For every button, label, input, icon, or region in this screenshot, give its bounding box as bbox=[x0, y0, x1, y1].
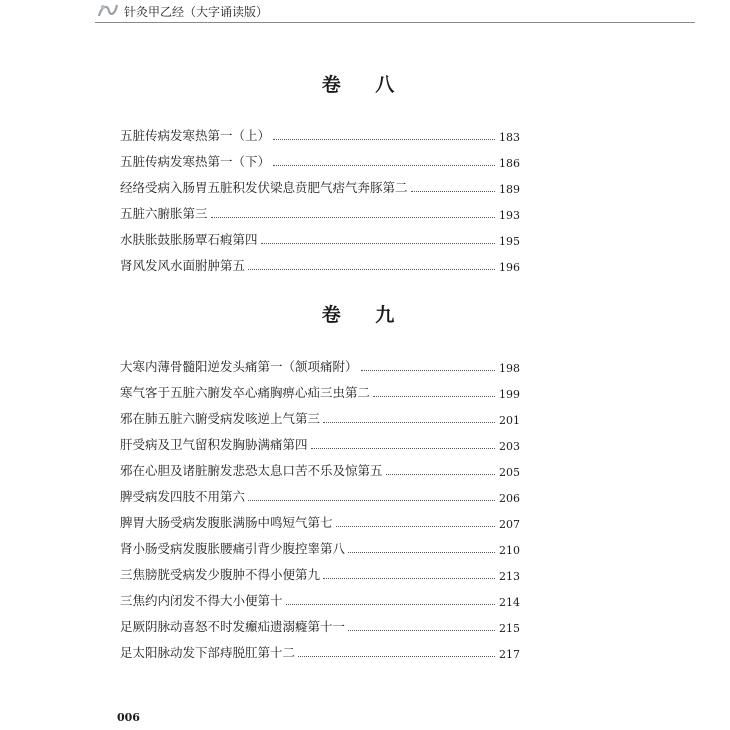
toc-entry[interactable] bbox=[120, 222, 520, 248]
toc-entry-title: 邪在肺五脏六腑受病发咳逆上气第三 bbox=[120, 411, 321, 426]
toc-entry-title: 三焦约内闭发不得大小便第十 bbox=[120, 593, 283, 608]
leader-dots bbox=[311, 448, 495, 449]
toc-entry-page: 198 bbox=[499, 362, 520, 375]
toc-entry[interactable] bbox=[120, 635, 520, 661]
toc-entry-page: 189 bbox=[499, 183, 520, 196]
leader-dots bbox=[211, 217, 495, 218]
toc-entry-page: 210 bbox=[499, 544, 520, 557]
leader-dots bbox=[273, 165, 495, 166]
toc-entry-page: 215 bbox=[499, 622, 520, 635]
leader-dots bbox=[261, 243, 495, 244]
toc-entry-title: 肝受病及卫气留积发胸胁满痛第四 bbox=[120, 437, 308, 452]
leader-dots bbox=[323, 422, 495, 423]
toc-entry-page: 203 bbox=[499, 440, 520, 453]
toc-entry-title: 经络受病入肠胃五脏积发伏梁息贲肥气痞气奔豚第二 bbox=[120, 180, 408, 195]
toc-entry-title: 五脏传病发寒热第一（上） bbox=[120, 128, 271, 143]
toc-entry[interactable] bbox=[120, 609, 520, 635]
volume-9-title: 卷 九 bbox=[321, 304, 409, 326]
volume-9-toc bbox=[120, 349, 520, 661]
leader-dots bbox=[248, 500, 495, 501]
leader-dots bbox=[298, 656, 495, 657]
toc-entry-page: 195 bbox=[499, 235, 520, 248]
toc-entry-page: 196 bbox=[499, 261, 520, 274]
toc-entry-title: 三焦膀胱受病发少腹肿不得小便第九 bbox=[120, 567, 321, 582]
leader-dots bbox=[286, 604, 495, 605]
toc-entry-page: 201 bbox=[499, 414, 520, 427]
toc-entry[interactable] bbox=[120, 479, 520, 505]
toc-entry-title: 五脏六腑胀第三 bbox=[120, 206, 208, 221]
toc-entry-page: 205 bbox=[499, 466, 520, 479]
toc-entry-page: 213 bbox=[499, 570, 520, 583]
toc-entry[interactable] bbox=[120, 248, 520, 274]
toc-entry-page: 206 bbox=[499, 492, 520, 505]
toc-entry-page: 199 bbox=[499, 388, 520, 401]
toc-entry[interactable] bbox=[120, 505, 520, 531]
volume-8-title: 卷 八 bbox=[321, 74, 409, 96]
toc-entry-title: 脾受病发四肢不用第六 bbox=[120, 489, 246, 504]
leader-dots bbox=[248, 269, 495, 270]
toc-entry[interactable] bbox=[120, 401, 520, 427]
toc-entry-page: 186 bbox=[499, 157, 520, 170]
toc-entry[interactable] bbox=[120, 349, 520, 375]
publisher-logo-icon bbox=[97, 2, 119, 19]
leader-dots bbox=[361, 370, 495, 371]
toc-entry-page: 207 bbox=[499, 518, 520, 531]
toc-entry[interactable] bbox=[120, 557, 520, 583]
leader-dots bbox=[273, 139, 495, 140]
leader-dots bbox=[323, 578, 495, 579]
book-title: 针灸甲乙经（大字诵读版） bbox=[124, 5, 269, 19]
toc-entry-page: 214 bbox=[499, 596, 520, 609]
leader-dots bbox=[348, 552, 495, 553]
toc-entry[interactable] bbox=[120, 427, 520, 453]
leader-dots bbox=[373, 396, 495, 397]
toc-entry-title: 水肤胀鼓胀肠覃石瘕第四 bbox=[120, 232, 258, 247]
toc-entry[interactable] bbox=[120, 118, 520, 144]
toc-entry-title: 肾风发风水面胕肿第五 bbox=[120, 258, 246, 273]
toc-entry-title: 脾胃大肠受病发腹胀满肠中鸣短气第七 bbox=[120, 515, 333, 530]
page-number: 006 bbox=[117, 711, 140, 724]
toc-entry-title: 五脏传病发寒热第一（下） bbox=[120, 154, 271, 169]
toc-entry[interactable] bbox=[120, 453, 520, 479]
toc-entry-title: 大寒内薄骨髓阳逆发头痛第一（颔项痛附） bbox=[120, 359, 358, 374]
toc-entry-title: 邪在心胆及诸脏腑发悲恐太息口苦不乐及惊第五 bbox=[120, 463, 383, 478]
toc-entry-page: 217 bbox=[499, 648, 520, 661]
toc-entry[interactable] bbox=[120, 196, 520, 222]
leader-dots bbox=[348, 630, 495, 631]
toc-entry-title: 肾小肠受病发腹胀腰痛引背少腹控睾第八 bbox=[120, 541, 346, 556]
toc-entry[interactable] bbox=[120, 583, 520, 609]
toc-entry[interactable] bbox=[120, 375, 520, 401]
leader-dots bbox=[386, 474, 495, 475]
toc-entry-page: 193 bbox=[499, 209, 520, 222]
toc-entry-title: 足太阳脉动发下部痔脱肛第十二 bbox=[120, 645, 296, 660]
toc-entry[interactable] bbox=[120, 144, 520, 170]
leader-dots bbox=[411, 191, 495, 192]
toc-entry-title: 足厥阴脉动喜怒不时发㿗疝遗溺癃第十一 bbox=[120, 619, 346, 634]
volume-8-toc bbox=[120, 118, 520, 274]
toc-entry[interactable] bbox=[120, 170, 520, 196]
toc-entry[interactable] bbox=[120, 531, 520, 557]
toc-entry-title: 寒气客于五脏六腑发卒心痛胸痹心疝三虫第二 bbox=[120, 385, 371, 400]
leader-dots bbox=[336, 526, 495, 527]
toc-entry-page: 183 bbox=[499, 131, 520, 144]
